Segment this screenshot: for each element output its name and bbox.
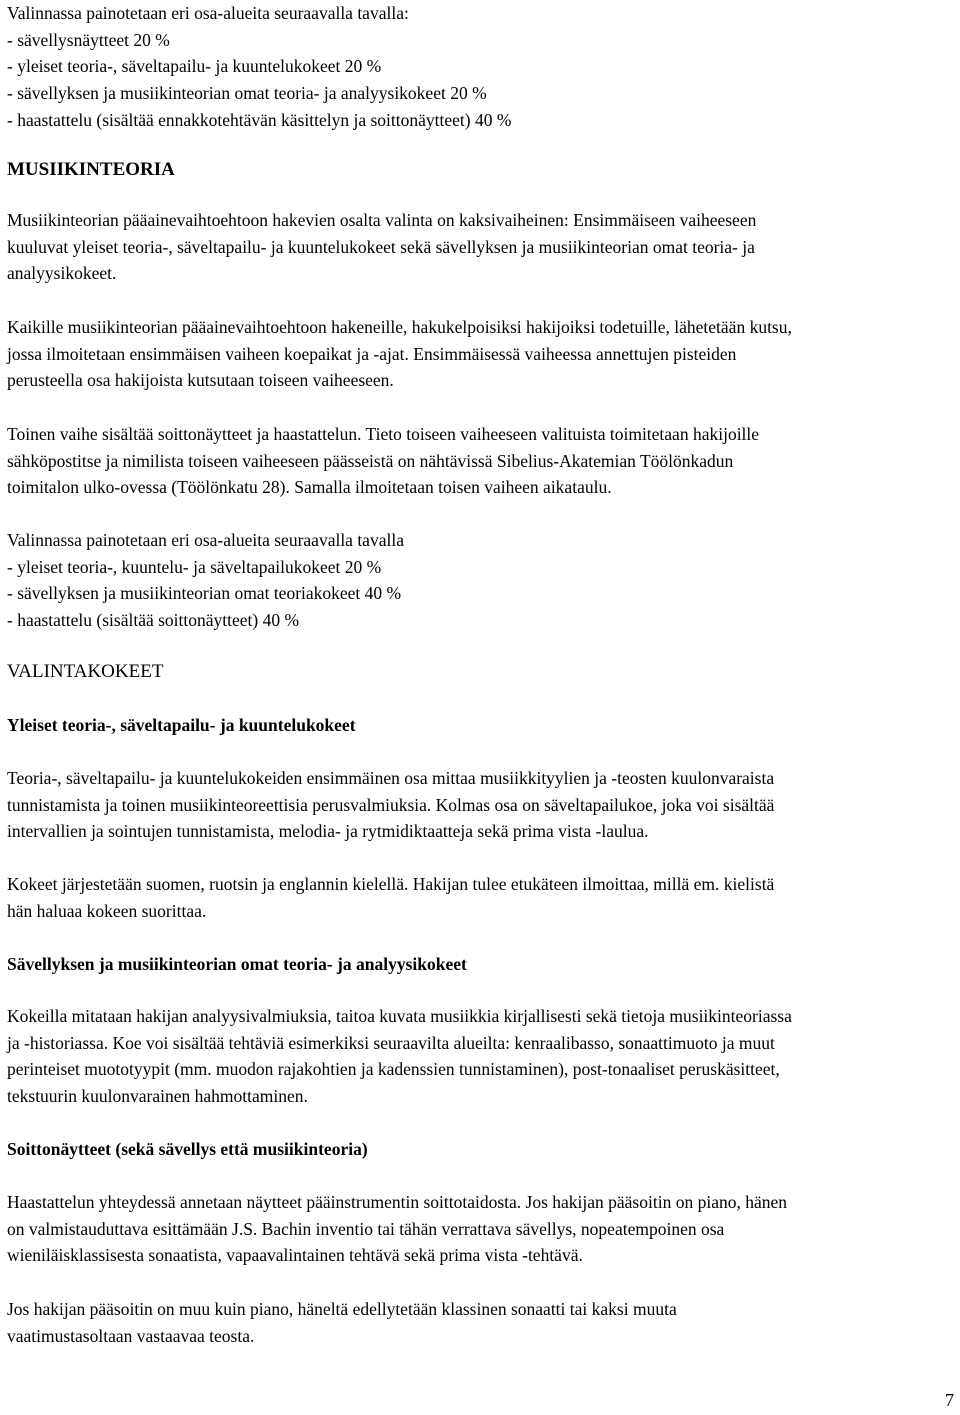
text-line: Kaikille musiikinteorian pääainevaihtoehtoon hakeneille, hakukelpoisiksi hakijoiksi todetuille, lähetetään kutsu, xyxy=(7,317,792,337)
text-line: analyysikokeet. xyxy=(7,263,117,284)
text-line: tunnistamista ja toinen musiikinteoreettisia perusvalmiuksia. Kolmas osa on säveltapailukoe, joka voi sisältää xyxy=(7,794,775,815)
text-line: sähköpostitse ja nimilista toiseen vaiheeseen päässeistä on nähtävissä Sibelius-Akatemian Töölönkadun xyxy=(7,450,734,471)
list-item: - yleiset teoria-, säveltapailu- ja kuuntelukokeet 20 % xyxy=(7,56,382,77)
subsection-heading xyxy=(7,951,467,978)
valintakokeet-heading: VALINTAKOKEET xyxy=(7,661,164,682)
subsection-heading xyxy=(7,1136,368,1163)
intro-weighting xyxy=(7,0,511,133)
text-line: perusteella osa hakijoista kutsutaan toiseen vaiheeseen. xyxy=(7,370,394,391)
text-line: intervallien ja sointujen tunnistamista, melodia- ja rytmidiktaatteja sekä prima vista -laulua. xyxy=(7,821,649,842)
text-line: Jos hakijan pääsoitin on muu kuin piano, häneltä edellytetään klassinen sonaatti tai kaksi muuta xyxy=(7,1299,677,1319)
text-line: Valinnassa painotetaan eri osa-alueita seuraavalla tavalla xyxy=(7,530,404,550)
text-line: vaatimustasoltaan vastaavaa teosta. xyxy=(7,1325,255,1346)
paragraph xyxy=(7,207,756,287)
paragraph xyxy=(7,1189,787,1269)
list-item: - sävellyksen ja musiikinteorian omat teoriakokeet 40 % xyxy=(7,583,402,604)
weighting-list xyxy=(7,527,404,634)
savellys-heading: Sävellyksen ja musiikinteorian omat teoria- ja analyysikokeet xyxy=(7,954,467,974)
yleiset-heading: Yleiset teoria-, säveltapailu- ja kuuntelukokeet xyxy=(7,715,356,735)
subsection-heading xyxy=(7,712,356,739)
text-line: tekstuurin kuulonvarainen hahmottaminen. xyxy=(7,1086,308,1107)
text-line: Valinnassa painotetaan eri osa-alueita seuraavalla tavalla: xyxy=(7,3,409,23)
text-line: Toinen vaihe sisältää soittonäytteet ja haastattelun. Tieto toiseen vaiheeseen valituista toimitetaan hakijoille xyxy=(7,424,760,444)
paragraph xyxy=(7,421,759,501)
text-line: Kokeilla mitataan hakijan analyysivalmiuksia, taitoa kuvata musiikkia kirjallisesti sekä tietoja musiikinteoriassa xyxy=(7,1006,792,1026)
list-item: - haastattelu (sisältää soittonäytteet) 40 % xyxy=(7,610,300,631)
paragraph xyxy=(7,1003,792,1110)
text-line: hän haluaa kokeen suorittaa. xyxy=(7,900,207,921)
text-line: ja -historiassa. Koe voi sisältää tehtäviä esimerkiksi seuraavilta alueilta: kenraalibasso, sonaattimuoto ja muut xyxy=(7,1032,775,1053)
text-line: Kokeet järjestetään suomen, ruotsin ja englannin kielellä. Hakijan tulee etukäteen ilmoittaa, millä em. kielistä xyxy=(7,874,775,894)
paragraph xyxy=(7,314,792,394)
musiikinteoria-heading: MUSIIKINTEORIA xyxy=(7,159,175,180)
list-item: - sävellyksen ja musiikinteorian omat teoria- ja analyysikokeet 20 % xyxy=(7,83,487,104)
paragraph xyxy=(7,765,774,845)
list-item: - haastattelu (sisältää ennakkotehtävän käsittelyn ja soittonäytteet) 40 % xyxy=(7,109,512,130)
list-item: - yleiset teoria-, kuuntelu- ja säveltapailukokeet 20 % xyxy=(7,556,382,577)
text-line: jossa ilmoitetaan ensimmäisen vaiheen koepaikat ja -ajat. Ensimmäisessä vaiheessa annettujen pisteiden xyxy=(7,343,737,364)
text-line: kuuluvat yleiset teoria-, säveltapailu- ja kuuntelukokeet sekä sävellyksen ja musiikinteorian omat teoria- ja xyxy=(7,236,755,257)
text-line: perinteiset muototyypit (mm. muodon rajakohtien ja kadenssien tunnistaminen), post-tonaaliset peruskäsitteet, xyxy=(7,1059,780,1080)
text-line: on valmistauduttava esittämään J.S. Bachin inventio tai tähän verrattava sävellys, nopeatempoinen osa xyxy=(7,1218,725,1239)
page-number: 7 xyxy=(945,1390,954,1410)
text-line: Teoria-, säveltapailu- ja kuuntelukokeiden ensimmäinen osa mittaa musiikkityylien ja -teosten kuulonvaraista xyxy=(7,768,775,788)
text-line: toimitalon ulko-ovessa (Töölönkatu 28). Samalla ilmoitetaan toisen vaiheen aikataulu. xyxy=(7,477,612,498)
list-item: - sävellysnäytteet 20 % xyxy=(7,29,170,50)
text-line: Haastattelun yhteydessä annetaan näytteet pääinstrumentin soittotaidosta. Jos hakijan pääsoitin on piano, hänen xyxy=(7,1192,787,1212)
paragraph xyxy=(7,871,774,924)
section-heading xyxy=(7,659,163,686)
paragraph xyxy=(7,1296,677,1349)
section-heading xyxy=(7,157,175,184)
soitto-heading: Soittonäytteet (sekä sävellys että musiikinteoria) xyxy=(7,1139,368,1159)
text-line: wieniläisklassisesta sonaatista, vapaavalintainen tehtävä sekä prima vista -tehtävä. xyxy=(7,1245,583,1266)
text-line: Musiikinteorian pääainevaihtoehtoon hakevien osalta valinta on kaksivaiheinen: Ensimmäiseen vaiheeseen xyxy=(7,210,757,230)
